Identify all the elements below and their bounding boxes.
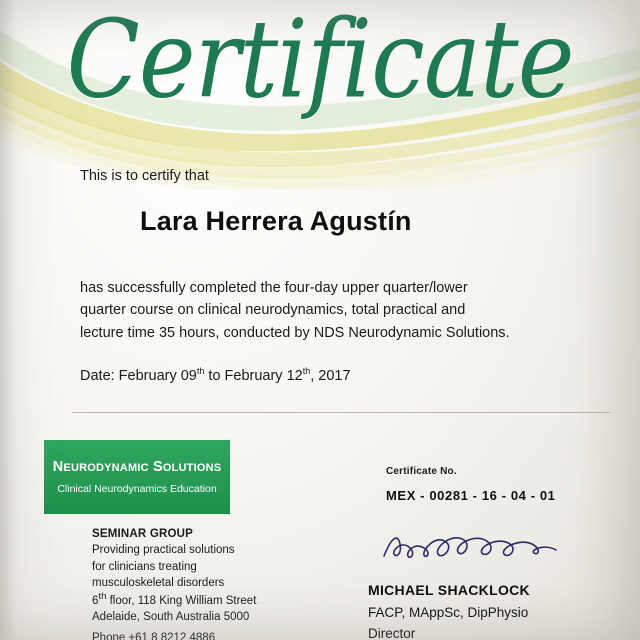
date-prefix: Date: February 09 (80, 368, 197, 385)
seminar-group-block (92, 526, 332, 591)
address-street: floor, 118 King William Street (106, 594, 257, 607)
address-floor-number: 6 (92, 594, 99, 607)
horizontal-divider (72, 412, 610, 413)
signer-name: MICHAEL SHACKLOCK (368, 582, 530, 598)
certificate-body (0, 168, 640, 384)
date-suffix: , 2017 (310, 368, 351, 385)
neurodynamic-solutions-logo (44, 440, 230, 514)
date-middle: to February 12 (204, 368, 303, 385)
recipient-name: Lara Herrera Agustín (140, 206, 412, 236)
address-line-1 (92, 590, 342, 609)
date-sup-1: th (196, 366, 205, 377)
address-block (92, 590, 342, 625)
seminar-line-1: Providing practical solutions (92, 544, 235, 557)
seminar-group-heading: SEMINAR GROUP (92, 528, 193, 540)
address-line-2: Adelaide, South Australia 5000 (92, 611, 250, 624)
signer-qualifications: FACP, MAppSc, DipPhysio (368, 605, 529, 620)
seminar-line-3: musculoskeletal disorders (92, 576, 225, 589)
certificate-title: Certificate (66, 0, 574, 123)
logo-brand-olutions: OLUTIONS (162, 462, 222, 474)
logo-brand-text (53, 459, 222, 475)
logo-brand-s: S (152, 459, 163, 475)
seminar-line-2: for clinicians treating (92, 560, 197, 573)
course-description: has successfully completed the four-day upper quarter/lower quarter course on clinical neurodynamics, total practical and lecture time 35 hours, conducted by NDS Neurodynamic Solutions. (80, 280, 510, 341)
address-floor-sup: th (98, 591, 107, 602)
course-date-line (80, 366, 640, 384)
date-sup-2: th (302, 366, 311, 377)
certificate-number-value: MEX - 00281 - 16 - 04 - 01 (386, 488, 556, 503)
certify-line: This is to certify that (80, 168, 209, 184)
phone-block: Phone +61 8 8212 4886 (92, 632, 216, 640)
signer-role: Director (368, 626, 416, 640)
logo-brand-eurodynamic: EURODYNAMIC (63, 462, 149, 474)
title-area (0, 0, 640, 160)
signature-icon (380, 526, 560, 566)
logo-tagline: Clinical Neurodynamics Education (57, 483, 217, 495)
certificate-number-label: Certificate No. (386, 466, 457, 477)
logo-brand-n: N (52, 459, 64, 475)
